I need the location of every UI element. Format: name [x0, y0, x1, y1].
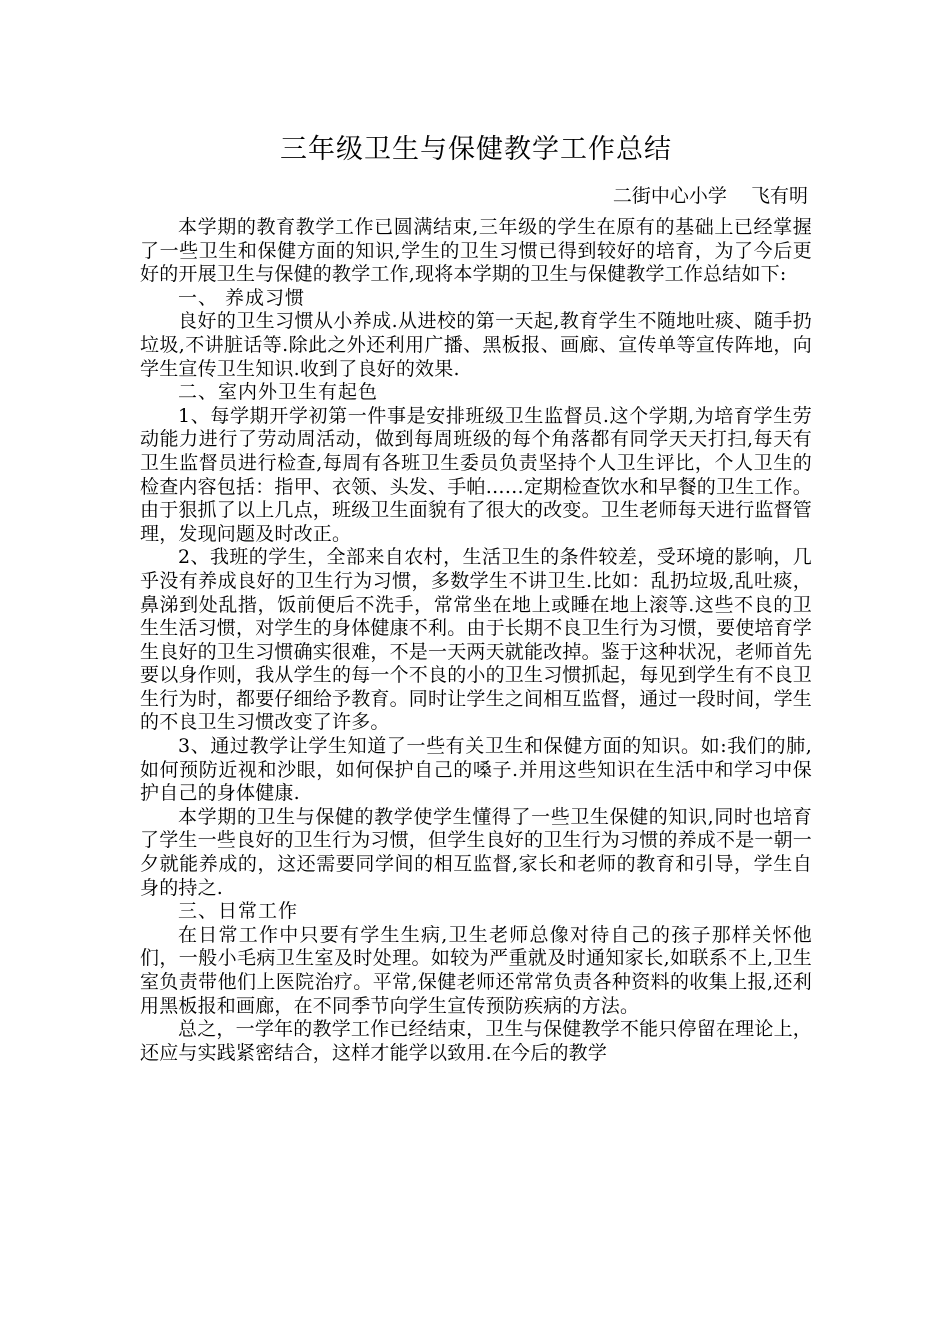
- hygiene-paragraph-1: 1、每学期开学初第一件事是安排班级卫生监督员.这个学期,为培育学生劳动能力进行了劳动周活动，做到每周班级的每个角落都有同学天天打扫,每天有卫生监督员进行检查,每周有各班卫生委员负责坚持个人卫生评比，个人卫生的检查内容包括：指甲、衣领、头发、手帕……定期检查饮水和早餐的卫生工作。由于狠抓了以上几点，班级卫生面貌有了很大的改变。卫生老师每天进行监督管理，发现问题及时改正。: [140, 404, 813, 545]
- section-heading-habits: 一、 养成习惯: [178, 286, 306, 309]
- document-body: [140, 216, 812, 1065]
- author-line: 二街中心小学 飞有明: [612, 185, 808, 207]
- summary-paragraph: 本学期的卫生与保健的教学使学生懂得了一些卫生保健的知识,同时也培育了学生一些良好的卫生行为习惯，但学生良好的卫生行为习惯的养成不是一朝一夕就能养成的，这还需要同学间的相互监督,家长和老师的教育和引导，学生自身的持之.: [140, 805, 813, 899]
- habits-paragraph: 良好的卫生习惯从小养成.从进校的第一天起,教育学生不随地吐痰、随手扔垃圾,不讲脏话等.除此之外还利用广播、黑板报、画廊、宣传单等宣传阵地，向学生宣传卫生知识.收到了良好的效果.: [140, 310, 812, 380]
- daily-work-paragraph: 在日常工作中只要有学生生病,卫生老师总像对待自己的孩子那样关怀他们，一般小毛病卫生室及时处理。如较为严重就及时通知家长,如联系不上,卫生室负责带他们上医院治疗。平常,保健老师还常常负责各种资料的收集上报,还利用黑板报和画廊，在不同季节向学生宣传预防疾病的方法。: [140, 923, 812, 1017]
- hygiene-paragraph-2: 2、我班的学生，全部来自农村，生活卫生的条件较差，受环境的影响，几乎没有养成良好的卫生行为习惯，多数学生不讲卫生.比如：乱扔垃圾,乱吐痰，鼻涕到处乱揩，饭前便后不洗手，常常坐在地上或睡在地上滚等.这些不良的卫生生活习惯，对学生的身体健康不利。由于长期不良卫生行为习惯，要使培育学生良好的卫生习惯确实很难，不是一天两天就能改掉。鉴于这种状况，老师首先要以身作则，我从学生的每一个不良的小的卫生习惯抓起，每见到学生有不良卫生行为时，都要仔细给予教育。同时让学生之间相互监督，通过一段时间，学生的不良卫生习惯改变了许多。: [140, 546, 813, 734]
- section-heading-hygiene: 二、室内外卫生有起色: [178, 381, 379, 404]
- hygiene-paragraph-3: 3、通过教学让学生知道了一些有关卫生和保健方面的知识。如:我们的肺,如何预防近视和沙眼，如何保护自己的嗓子.并用这些知识在生活中和学习中保护自己的身体健康.: [140, 735, 812, 805]
- document-page: [140, 128, 812, 1065]
- document-title: 三年级卫生与保健教学工作总结: [280, 134, 672, 165]
- conclusion-paragraph: 总之，一学年的教学工作已经结束，卫生与保健教学不能只停留在理论上，还应与实践紧密结合，这样才能学以致用.在今后的教学: [140, 1018, 812, 1064]
- section-heading-daily-work: 三、日常工作: [178, 900, 299, 923]
- intro-paragraph: 本学期的教育教学工作已圆满结束,三年级的学生在原有的基础上已经掌握了一些卫生和保健方面的知识,学生的卫生习惯已得到较好的培育，为了今后更好的开展卫生与保健的教学工作,现将本学期的卫生与保健教学工作总结如下:: [140, 216, 812, 286]
